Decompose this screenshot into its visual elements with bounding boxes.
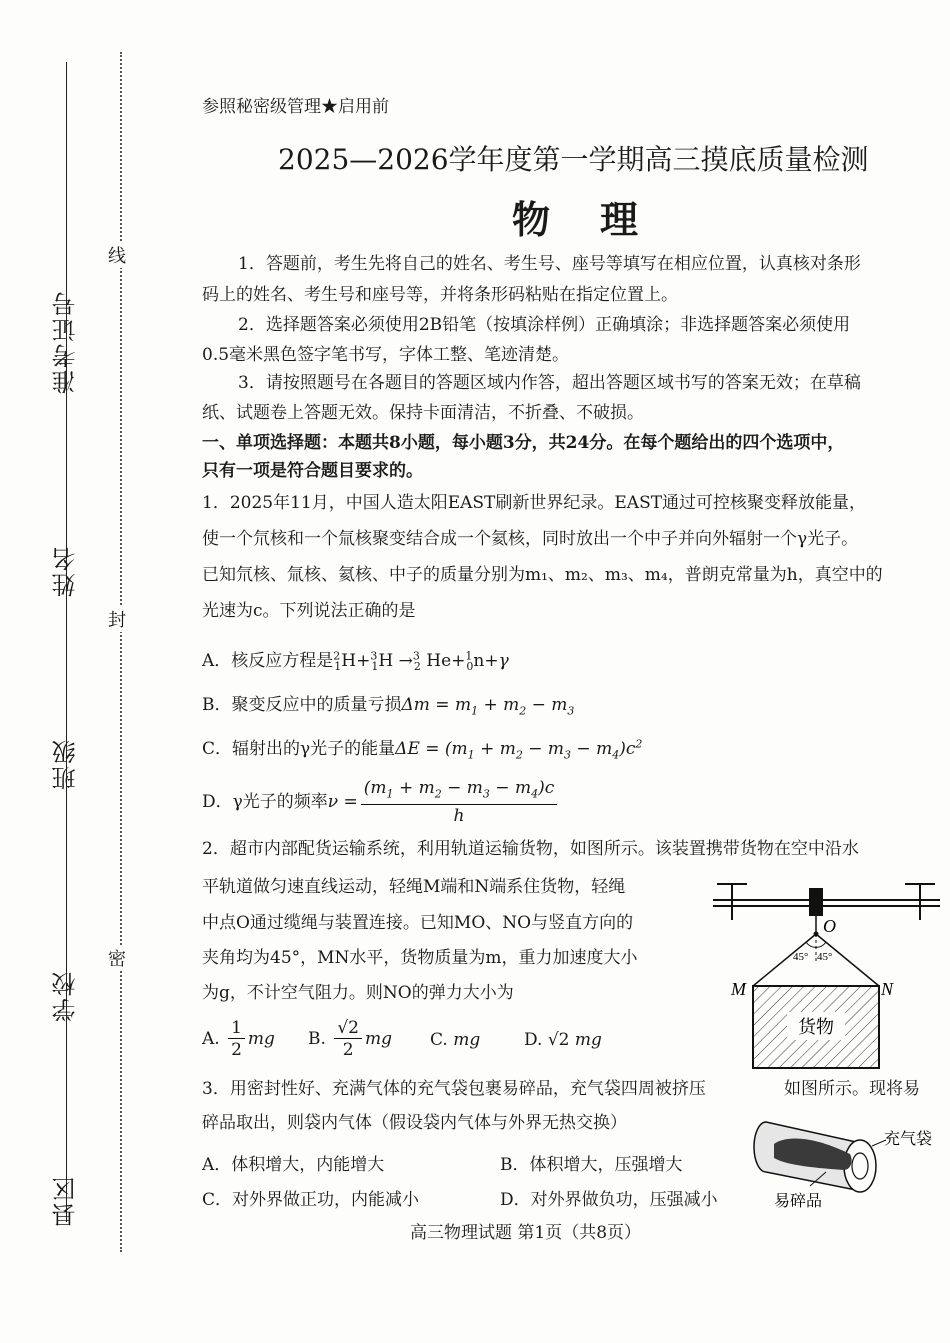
seal-dotted-line (120, 52, 122, 1252)
q3-option-b: B．体积增大，压强增大 (500, 1155, 683, 1175)
air-bag-inner (852, 1153, 868, 1179)
seal-mark-feng: 封 (108, 606, 126, 632)
label-angle-right: 45° (817, 951, 833, 963)
q3-stem-1: 3．用密封性好、充满气体的充气袋包裹易碎品，充气袋四周被挤压 (202, 1079, 706, 1099)
q2-stem-3: 中点O通过缆绳与装置连接。已知MO、NO与竖直方向的 (202, 913, 634, 933)
seal-mark-xian: 线 (108, 242, 126, 268)
label-m: M (731, 979, 746, 999)
q1-option-a (202, 646, 509, 673)
note-2b: 0.5毫米黑色签字笔书写，字体工整、笔迹清楚。 (202, 345, 570, 365)
q2-stem-1: 2．超市内部配货运输系统，利用轨道运输货物，如图所示。该装置携带货物在空中沿水 (202, 839, 859, 859)
carrier-block (809, 888, 823, 916)
binding-line (66, 62, 67, 1222)
note-1a: 1．答题前，考生先将自己的姓名、考生号、座号等填写在相应位置，认真核对条形 (238, 254, 861, 274)
district-label: 县区 (52, 1175, 80, 1227)
q2-option-b: B. $\frac{√2}{2}$ mg (308, 1018, 392, 1060)
page-footer: 高三物理试题 第1页（共8页） (410, 1223, 642, 1243)
q3-stem-2: 碎品取出，则袋内气体（假设袋内气体与外界无热交换） (202, 1113, 627, 1133)
q1-stem-2: 使一个氘核和一个氚核聚变结合成一个氦核，同时放出一个中子并向外辐射一个γ光子。 (202, 529, 859, 549)
q1-option-d: D．γ光子的频率ν = $\frac{(m_1 + m_2 - m_3 - m_4)c}{h}$ (202, 778, 560, 827)
q2-option-c-label: C. (430, 1030, 448, 1050)
cargo-label: 货物 (798, 1017, 834, 1038)
q1-energy: $\Delta E = (m_1 + m_2 - m_3 - m_4)c^2$ (395, 737, 643, 762)
label-o: O (823, 916, 836, 936)
q1-equation: $^2_1$H+$^3_1$H →$^3_2$ He+$^1_0$n+γ (333, 649, 509, 674)
q1-option-d-label: D．γ光子的频率 (202, 792, 328, 813)
seal-mark-mi: 密 (108, 945, 126, 971)
q2-figure (705, 870, 945, 1075)
section1-heading-2: 只有一项是符合题目要求的。 (202, 461, 423, 481)
q2-option-b-label: B. (308, 1029, 326, 1049)
q1-frequency-fraction: $\frac{(m_1 + m_2 - m_3 - m_4)c}{h}$ (361, 778, 557, 827)
q3-option-a: A．体积增大，内能增大 (202, 1155, 385, 1175)
q2-option-c (430, 1030, 480, 1050)
q1-stem-4: 光速为c。下列说法正确的是 (202, 601, 416, 621)
q2-stem-5: 为g，不计空气阻力。则NO的弹力大小为 (202, 983, 514, 1003)
label-angle-left: 45° (793, 951, 809, 963)
note-3a: 3．请按照题号在各题目的答题区域内作答，超出答题区域书写的答案无效；在草稿 (238, 373, 861, 393)
q3-stem-1b: 如图所示。现将易 (784, 1079, 920, 1099)
label-n: N (881, 979, 894, 999)
q2-option-d: D. √2 mg (524, 1030, 602, 1050)
subject-title: 物 理 (512, 197, 645, 242)
q1-option-c (202, 734, 642, 761)
q1-mass-defect: $\Delta m = m_1 + m_2 - m_3$ (401, 695, 575, 718)
q1-option-b-label: B．聚变反应中的质量亏损 (202, 695, 402, 715)
q1-option-a-label: A．核反应方程是 (202, 651, 334, 671)
q2-option-a-label: A. (202, 1029, 220, 1049)
secret-level: 参照秘密级管理★启用前 (202, 97, 389, 117)
q1-stem-1: 1．2025年11月，中国人造太阳EAST刷新世界纪录。EAST通过可控核聚变释放能量， (202, 493, 867, 513)
q2-stem-2: 平轨道做匀速直线运动，轻绳M端和N端系住货物，轻绳 (202, 877, 626, 897)
air-bag-label: 充气袋 (884, 1129, 933, 1148)
q1-option-b (202, 690, 574, 717)
q2-option-d-label: D. (524, 1030, 543, 1050)
q3-option-d: D．对外界做负功，压强减小 (500, 1190, 718, 1210)
fragile-label: 易碎品 (774, 1191, 823, 1210)
q2-stem-4: 夹角均为45°，MN水平，货物质量为m，重力加速度大小 (202, 948, 638, 968)
name-label: 姓名 (52, 545, 80, 597)
q2-option-a: A. $\frac{1}{2}$ mg (202, 1018, 275, 1060)
note-2a: 2．选择题答案必须使用2B铅笔（按填涂样例）正确填涂；非选择题答案必须使用 (238, 315, 851, 335)
school-label: 学校 (52, 970, 80, 1022)
q1-stem-3: 已知氘核、氚核、氦核、中子的质量分别为m₁、m₂、m₃、m₄，普朗克常量为h，真空中的 (202, 565, 883, 585)
section1-heading: 一、单项选择题：本题共8小题，每小题3分，共24分。在每个题给出的四个选项中， (202, 433, 845, 453)
q3-figure (738, 1110, 938, 1215)
q1-option-c-label: C．辐射出的γ光子的能量 (202, 739, 396, 759)
exam-id-label: 准考证号 (52, 290, 80, 394)
q2-option-c-value: mg (453, 1030, 481, 1050)
class-label: 班级 (52, 738, 80, 790)
q3-option-c: C．对外界做正功，内能减小 (202, 1190, 420, 1210)
note-3b: 纸、试题卷上答题无效。保持卡面清洁，不折叠、不破损。 (202, 403, 644, 423)
note-1b: 码上的姓名、考生号和座号等，并将条形码粘贴在指定位置上。 (202, 285, 678, 305)
exam-title: 2025—2026学年度第一学期高三摸底质量检测 (278, 143, 869, 176)
